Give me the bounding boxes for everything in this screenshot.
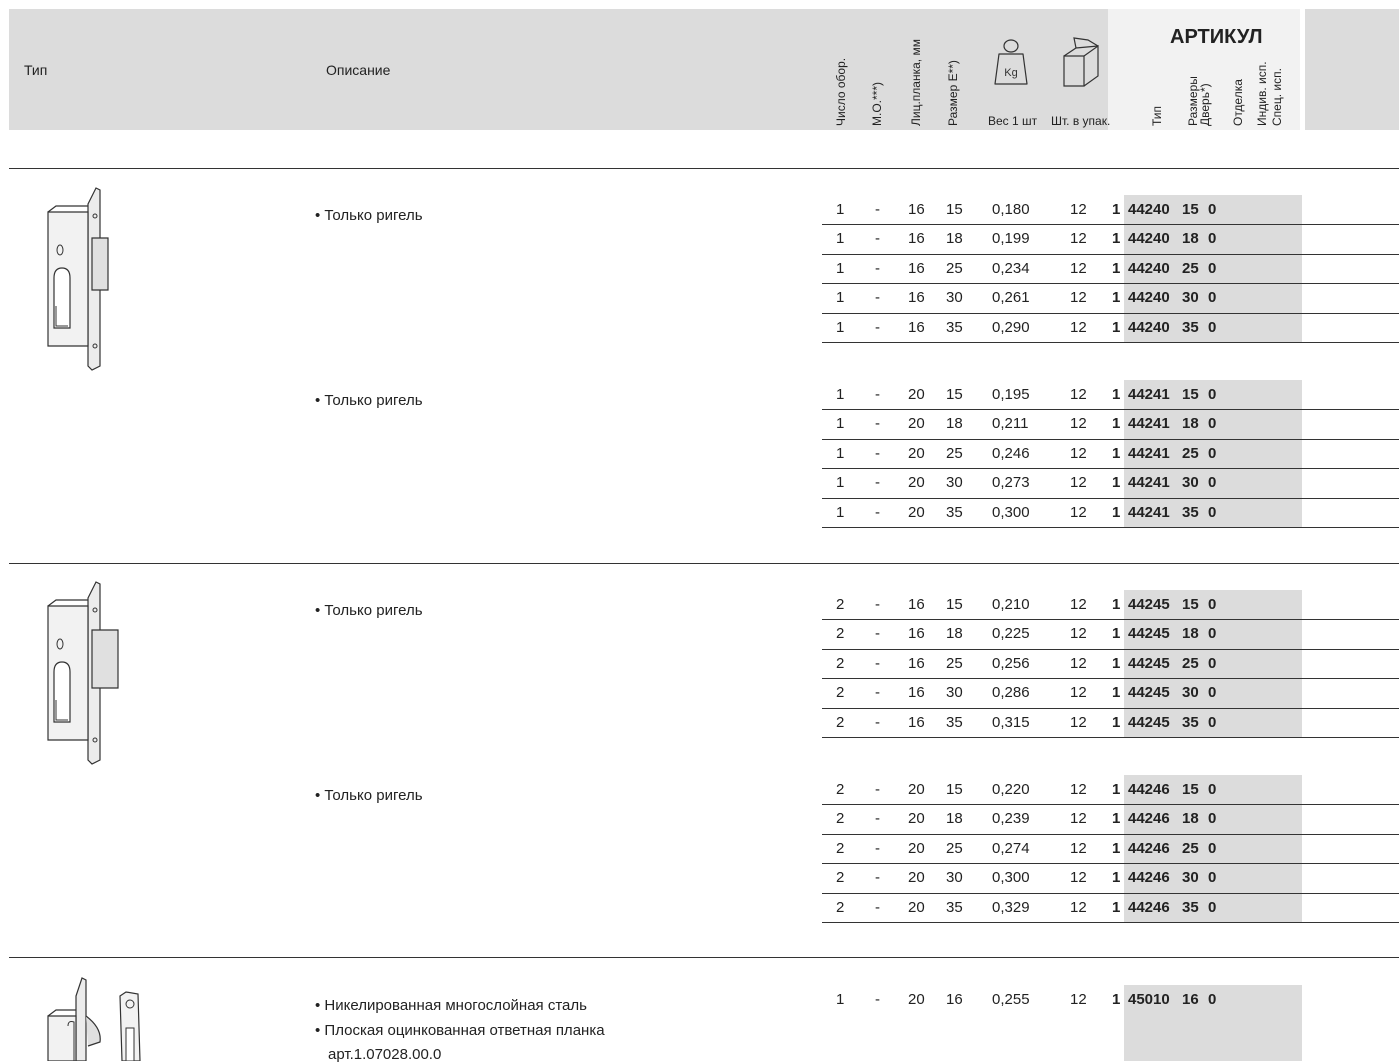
turns-cell: 1 — [836, 474, 845, 492]
row-separator — [822, 737, 1399, 738]
mo-cell: - — [875, 684, 880, 702]
row-separator — [822, 922, 1399, 923]
row-separator — [822, 527, 1399, 528]
faceplate-cell: 20 — [908, 810, 925, 828]
header-weight: Вес 1 шт — [988, 114, 1038, 128]
turns-cell: 2 — [836, 625, 845, 643]
size-e-cell: 30 — [946, 684, 963, 702]
header-mo: М.О.***) — [870, 81, 884, 126]
article-prefix: 1 — [1112, 713, 1121, 731]
article-type: 44245 — [1128, 596, 1170, 613]
mo-cell: - — [875, 781, 880, 798]
pack-cell: 12 — [1070, 713, 1087, 731]
pack-cell: 12 — [1070, 259, 1087, 277]
turns-cell: 2 — [836, 810, 845, 828]
section-divider — [9, 563, 1399, 564]
header-type: Тип — [24, 62, 48, 78]
svg-text:Kg: Kg — [1004, 67, 1018, 79]
article-finish: 0 — [1208, 684, 1217, 702]
turns-cell: 1 — [836, 386, 845, 403]
mo-cell: - — [875, 444, 880, 462]
weight-cell: 0,290 — [992, 318, 1030, 336]
article-type: 45010 — [1128, 991, 1170, 1008]
pack-cell: 12 — [1070, 415, 1087, 433]
header-art-finish: Отделка — [1231, 79, 1245, 126]
pack-cell: 12 — [1070, 898, 1087, 916]
article-size: 25 — [1182, 259, 1199, 277]
turns-cell: 1 — [836, 415, 845, 433]
size-e-cell: 35 — [946, 318, 963, 336]
turns-cell: 2 — [836, 869, 845, 887]
article-prefix: 1 — [1112, 869, 1121, 887]
faceplate-cell: 16 — [908, 259, 925, 277]
mo-cell: - — [875, 810, 880, 828]
pack-cell: 12 — [1070, 684, 1087, 702]
row-separator — [822, 619, 1399, 620]
article-finish: 0 — [1208, 654, 1217, 672]
article-size: 18 — [1182, 625, 1199, 643]
article-size: 35 — [1182, 318, 1199, 336]
weight-cell: 0,273 — [992, 474, 1030, 492]
size-e-cell: 16 — [946, 991, 963, 1008]
weight-cell: 0,300 — [992, 869, 1030, 887]
row-separator — [822, 224, 1399, 225]
description-line: • Плоская оцинкованная ответная планка — [315, 1021, 605, 1039]
row-separator — [822, 804, 1399, 805]
article-type: 44246 — [1128, 898, 1170, 916]
header-art-type: Тип — [1150, 105, 1164, 126]
description-line: • Только ригель — [315, 787, 423, 804]
pack-cell: 12 — [1070, 596, 1087, 613]
description-line: • Никелированная многослойная сталь — [315, 997, 587, 1014]
weight-cell: 0,255 — [992, 991, 1030, 1008]
header-art-indiv: Индив. исп. — [1255, 61, 1269, 126]
article-finish: 0 — [1208, 781, 1217, 798]
mo-cell: - — [875, 991, 880, 1008]
row-separator — [822, 313, 1399, 314]
row-separator — [822, 863, 1399, 864]
pack-cell: 12 — [1070, 625, 1087, 643]
weight-icon — [991, 38, 1031, 88]
article-size: 18 — [1182, 810, 1199, 828]
row-separator — [822, 468, 1399, 469]
article-size: 30 — [1182, 869, 1199, 887]
lock-with-strike-plate-image — [44, 976, 144, 1061]
article-prefix: 1 — [1112, 318, 1121, 336]
article-size: 15 — [1182, 201, 1199, 218]
weight-cell: 0,315 — [992, 713, 1030, 731]
mortise-lock-bolt-image — [44, 186, 114, 372]
mo-cell: - — [875, 474, 880, 492]
row-separator — [822, 409, 1399, 410]
article-finish: 0 — [1208, 991, 1217, 1008]
article-finish: 0 — [1208, 810, 1217, 828]
size-e-cell: 30 — [946, 474, 963, 492]
header-art-sizes: Размеры — [1186, 76, 1200, 126]
size-e-cell: 30 — [946, 289, 963, 307]
header-art-door: Дверь*) — [1198, 83, 1212, 126]
article-prefix: 1 — [1112, 596, 1121, 613]
description-line: • Только ригель — [315, 602, 423, 619]
size-e-cell: 18 — [946, 230, 963, 248]
pack-cell: 12 — [1070, 474, 1087, 492]
article-prefix: 1 — [1112, 503, 1121, 521]
description-line: арт.1.07028.00.0 — [328, 1046, 442, 1063]
article-finish: 0 — [1208, 503, 1217, 521]
turns-cell: 1 — [836, 444, 845, 462]
faceplate-cell: 20 — [908, 991, 925, 1008]
row-separator — [822, 342, 1399, 343]
pack-cell: 12 — [1070, 386, 1087, 403]
article-finish: 0 — [1208, 289, 1217, 307]
article-size: 30 — [1182, 684, 1199, 702]
article-type: 44240 — [1128, 289, 1170, 307]
pack-cell: 12 — [1070, 991, 1087, 1008]
article-size: 35 — [1182, 503, 1199, 521]
weight-cell: 0,300 — [992, 503, 1030, 521]
pack-cell: 12 — [1070, 839, 1087, 857]
faceplate-cell: 16 — [908, 318, 925, 336]
article-finish: 0 — [1208, 869, 1217, 887]
size-e-cell: 25 — [946, 444, 963, 462]
article-type: 44246 — [1128, 781, 1170, 798]
weight-cell: 0,261 — [992, 289, 1030, 307]
article-prefix: 1 — [1112, 839, 1121, 857]
size-e-cell: 25 — [946, 259, 963, 277]
article-type: 44240 — [1128, 230, 1170, 248]
weight-cell: 0,256 — [992, 654, 1030, 672]
header-art-special: Спец. исп. — [1270, 68, 1284, 126]
size-e-cell: 35 — [946, 713, 963, 731]
article-prefix: 1 — [1112, 415, 1121, 433]
article-size: 30 — [1182, 289, 1199, 307]
mo-cell: - — [875, 289, 880, 307]
header-description: Описание — [326, 62, 391, 78]
turns-cell: 2 — [836, 713, 845, 731]
pack-cell: 12 — [1070, 810, 1087, 828]
header-size-e: Размер Е**) — [946, 60, 960, 126]
pack-cell: 12 — [1070, 654, 1087, 672]
mo-cell: - — [875, 386, 880, 403]
article-size: 25 — [1182, 654, 1199, 672]
mo-cell: - — [875, 839, 880, 857]
mo-cell: - — [875, 713, 880, 731]
article-prefix: 1 — [1112, 898, 1121, 916]
size-e-cell: 18 — [946, 625, 963, 643]
weight-cell: 0,211 — [992, 415, 1029, 433]
header-faceplate: Лиц.планка, мм — [909, 39, 923, 126]
row-separator — [822, 439, 1399, 440]
row-separator — [822, 498, 1399, 499]
turns-cell: 1 — [836, 259, 845, 277]
pack-cell: 12 — [1070, 444, 1087, 462]
weight-cell: 0,195 — [992, 386, 1030, 403]
faceplate-cell: 20 — [908, 898, 925, 916]
faceplate-cell: 16 — [908, 230, 925, 248]
article-size: 35 — [1182, 713, 1199, 731]
article-prefix: 1 — [1112, 810, 1121, 828]
article-prefix: 1 — [1112, 289, 1121, 307]
header-gap — [1300, 9, 1305, 130]
weight-cell: 0,274 — [992, 839, 1030, 857]
weight-cell: 0,225 — [992, 625, 1030, 643]
article-type: 44245 — [1128, 654, 1170, 672]
turns-cell: 1 — [836, 289, 845, 307]
article-size: 18 — [1182, 415, 1199, 433]
row-separator — [822, 834, 1399, 835]
turns-cell: 2 — [836, 781, 845, 798]
turns-cell: 2 — [836, 596, 845, 613]
mo-cell: - — [875, 869, 880, 887]
faceplate-cell: 16 — [908, 201, 925, 218]
article-finish: 0 — [1208, 839, 1217, 857]
article-size: 35 — [1182, 898, 1199, 916]
size-e-cell: 25 — [946, 654, 963, 672]
faceplate-cell: 20 — [908, 474, 925, 492]
article-type: 44246 — [1128, 869, 1170, 887]
article-size: 15 — [1182, 781, 1199, 798]
mo-cell: - — [875, 654, 880, 672]
header-article: АРТИКУЛ — [1170, 26, 1263, 48]
size-e-cell: 30 — [946, 869, 963, 887]
article-type: 44245 — [1128, 625, 1170, 643]
faceplate-cell: 20 — [908, 444, 925, 462]
mo-cell: - — [875, 415, 880, 433]
article-type: 44241 — [1128, 415, 1170, 433]
faceplate-cell: 20 — [908, 415, 925, 433]
weight-cell: 0,329 — [992, 898, 1030, 916]
article-type: 44245 — [1128, 713, 1170, 731]
size-e-cell: 18 — [946, 415, 963, 433]
section-divider — [9, 957, 1399, 958]
header-turns: Число обор. — [834, 57, 848, 126]
article-finish: 0 — [1208, 444, 1217, 462]
article-finish: 0 — [1208, 474, 1217, 492]
row-separator — [822, 708, 1399, 709]
turns-cell: 1 — [836, 318, 845, 336]
header-pack: Шт. в упак. — [1051, 114, 1111, 128]
pack-cell: 12 — [1070, 869, 1087, 887]
weight-cell: 0,246 — [992, 444, 1030, 462]
weight-cell: 0,210 — [992, 596, 1030, 613]
weight-cell: 0,199 — [992, 230, 1030, 248]
pack-cell: 12 — [1070, 781, 1087, 798]
description-line: • Только ригель — [315, 392, 423, 409]
article-finish: 0 — [1208, 259, 1217, 277]
article-prefix: 1 — [1112, 781, 1121, 798]
article-prefix: 1 — [1112, 230, 1121, 248]
mo-cell: - — [875, 596, 880, 613]
row-separator — [822, 283, 1399, 284]
description-line: • Только ригель — [315, 207, 423, 224]
article-prefix: 1 — [1112, 625, 1121, 643]
article-type: 44246 — [1128, 839, 1170, 857]
faceplate-cell: 16 — [908, 713, 925, 731]
section-divider — [9, 168, 1399, 169]
size-e-cell: 35 — [946, 898, 963, 916]
mo-cell: - — [875, 503, 880, 521]
faceplate-cell: 20 — [908, 869, 925, 887]
article-finish: 0 — [1208, 596, 1217, 613]
article-prefix: 1 — [1112, 201, 1121, 218]
article-type: 44241 — [1128, 444, 1170, 462]
pack-cell: 12 — [1070, 318, 1087, 336]
mo-cell: - — [875, 318, 880, 336]
turns-cell: 1 — [836, 201, 845, 218]
article-finish: 0 — [1208, 713, 1217, 731]
pack-cell: 12 — [1070, 289, 1087, 307]
size-e-cell: 35 — [946, 503, 963, 521]
faceplate-cell: 20 — [908, 781, 925, 798]
article-type: 44246 — [1128, 810, 1170, 828]
article-size: 30 — [1182, 474, 1199, 492]
article-type: 44240 — [1128, 318, 1170, 336]
faceplate-cell: 16 — [908, 289, 925, 307]
article-size: 15 — [1182, 386, 1199, 403]
turns-cell: 1 — [836, 230, 845, 248]
article-finish: 0 — [1208, 386, 1217, 403]
article-prefix: 1 — [1112, 991, 1121, 1008]
mo-cell: - — [875, 259, 880, 277]
article-size: 18 — [1182, 230, 1199, 248]
article-finish: 0 — [1208, 318, 1217, 336]
weight-cell: 0,180 — [992, 201, 1030, 218]
article-size: 25 — [1182, 839, 1199, 857]
article-prefix: 1 — [1112, 259, 1121, 277]
article-finish: 0 — [1208, 201, 1217, 218]
weight-cell: 0,220 — [992, 781, 1030, 798]
mo-cell: - — [875, 625, 880, 643]
turns-cell: 1 — [836, 503, 845, 521]
article-finish: 0 — [1208, 625, 1217, 643]
size-e-cell: 15 — [946, 201, 963, 218]
row-separator — [822, 254, 1399, 255]
faceplate-cell: 20 — [908, 503, 925, 521]
article-size: 15 — [1182, 596, 1199, 613]
article-finish: 0 — [1208, 898, 1217, 916]
pack-cell: 12 — [1070, 201, 1087, 218]
article-type: 44241 — [1128, 474, 1170, 492]
size-e-cell: 15 — [946, 596, 963, 613]
article-type: 44245 — [1128, 684, 1170, 702]
turns-cell: 1 — [836, 991, 845, 1008]
article-prefix: 1 — [1112, 684, 1121, 702]
turns-cell: 2 — [836, 839, 845, 857]
weight-cell: 0,234 — [992, 259, 1030, 277]
mo-cell: - — [875, 230, 880, 248]
mo-cell: - — [875, 201, 880, 218]
row-separator — [822, 678, 1399, 679]
article-prefix: 1 — [1112, 444, 1121, 462]
turns-cell: 2 — [836, 654, 845, 672]
package-icon — [1060, 36, 1104, 88]
article-finish: 0 — [1208, 230, 1217, 248]
turns-cell: 2 — [836, 684, 845, 702]
article-type: 44240 — [1128, 201, 1170, 218]
article-type: 44241 — [1128, 386, 1170, 403]
size-e-cell: 18 — [946, 810, 963, 828]
faceplate-cell: 16 — [908, 684, 925, 702]
faceplate-cell: 20 — [908, 386, 925, 403]
turns-cell: 2 — [836, 898, 845, 916]
row-separator — [822, 649, 1399, 650]
article-prefix: 1 — [1112, 474, 1121, 492]
article-prefix: 1 — [1112, 386, 1121, 403]
article-type: 44240 — [1128, 259, 1170, 277]
row-separator — [822, 893, 1399, 894]
faceplate-cell: 16 — [908, 625, 925, 643]
faceplate-cell: 16 — [908, 654, 925, 672]
mo-cell: - — [875, 898, 880, 916]
faceplate-cell: 20 — [908, 839, 925, 857]
mortise-lock-bolt-image — [44, 580, 124, 766]
size-e-cell: 15 — [946, 781, 963, 798]
article-size: 25 — [1182, 444, 1199, 462]
article-size: 16 — [1182, 991, 1199, 1008]
weight-cell: 0,286 — [992, 684, 1030, 702]
size-e-cell: 15 — [946, 386, 963, 403]
article-finish: 0 — [1208, 415, 1217, 433]
pack-cell: 12 — [1070, 230, 1087, 248]
pack-cell: 12 — [1070, 503, 1087, 521]
size-e-cell: 25 — [946, 839, 963, 857]
weight-cell: 0,239 — [992, 810, 1030, 828]
article-prefix: 1 — [1112, 654, 1121, 672]
article-type: 44241 — [1128, 503, 1170, 521]
faceplate-cell: 16 — [908, 596, 925, 613]
